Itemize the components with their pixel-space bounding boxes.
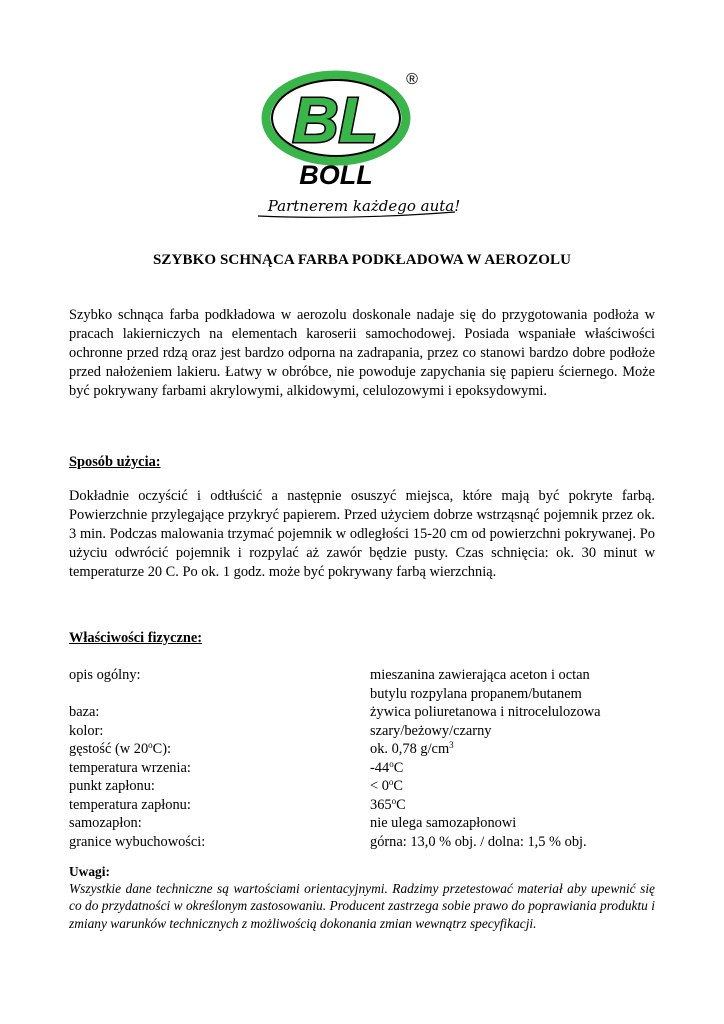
property-row (69, 722, 669, 741)
property-row (69, 740, 669, 759)
usage-heading: Sposób użycia: (69, 454, 161, 470)
property-value: górna: 13,0 % obj. / dolna: 1,5 % obj. (370, 833, 587, 850)
logo-brand: BOLL (299, 160, 373, 190)
document-title: SZYBKO SCHNĄCA FARBA PODKŁADOWA W AEROZOLU (152, 252, 572, 268)
notes-heading: Uwagi: (69, 864, 110, 879)
property-value: mieszanina zawierająca aceton i octan (370, 667, 590, 683)
property-row (69, 759, 669, 778)
property-value: żywica poliuretanowa i nitrocelulozowa (370, 704, 601, 720)
property-key: temperatura zapłonu: (69, 796, 191, 813)
logo-slogan: Partnerem każdego auta! (267, 197, 461, 215)
property-row (69, 814, 669, 833)
property-key: kolor: (69, 722, 104, 739)
property-value: butylu rozpylana propanem/butanem (370, 685, 582, 702)
property-row (69, 666, 669, 685)
property-row (69, 685, 669, 704)
property-value: < $0^oC$ (370, 777, 404, 794)
property-key: gęstość (w 20$^o$C): (69, 740, 172, 757)
notes-paragraph: Wszystkie dane techniczne są wartościami orientacyjnymi. Radzimy przetestować materiał aby upewnić się co do przydatności w określonym zastosowaniu. Producent zastrzega sobie prawo do poprawiania produktu i zmiany warunków technicznych z możliwością dokonania zmian wewnątrz specyfikacji. (69, 881, 655, 931)
property-row (69, 833, 669, 852)
property-key: temperatura wrzenia: (69, 759, 191, 776)
property-value: nie ulega samozapłonowi (370, 815, 517, 831)
property-value: ok. 0,78 $g/cm^3$ (370, 740, 454, 757)
property-key (69, 685, 370, 704)
property-value: -44$^o$C (370, 758, 404, 776)
intro-paragraph: Szybko schnąca farba podkładowa w aerozolu doskonale nadaje się do przygotowania podłoża w pracach lakierniczych na elementach karoserii samochodowej. Posiada wspaniałe właściwości ochronne przed rdzą oraz jest bardzo odporna na zadrapania, przez co stanowi bardzo dobre podłoże przed nałożeniem lakieru. Łatwy w obróbce, nie powoduje zapychania się papieru ściernego. Może być pokrywany farbami akrylowymi, alkidowymi, celulozowymi i epoksydowymi. (69, 307, 655, 399)
property-key: granice wybuchowości: (69, 833, 206, 850)
property-key: samozapłon: (69, 815, 142, 831)
properties-table (69, 666, 669, 851)
boll-logo (240, 62, 484, 222)
property-key: baza: (69, 704, 100, 720)
property-row (69, 777, 669, 796)
usage-paragraph: Dokładnie oczyścić i odtłuścić a następnie osuszyć miejsca, które mają być pokryte farbą. Powierzchnie przylegające przykryć papierem. Przed użyciem dobrze wstrząsnąć pojemnik przez ok. 3 min. Podczas malowania trzymać pojemnik w odległości 15-20 cm od powierzchni pokrywanej. Po użyciu odwrócić pojemnik i rozpylać aż zawór będzie pusty. Czas schnięcia: ok. 30 minut w temperaturze 20 C. Po ok. 1 godz. może być pokrywany farbą wierzchnią. (69, 488, 655, 580)
property-value: 365$^o$C (370, 795, 406, 813)
properties-heading: Właściwości fizyczne: (69, 630, 203, 646)
property-row (69, 796, 669, 815)
property-key: opis ogólny: (69, 667, 141, 683)
property-key: punkt zapłonu: (69, 778, 155, 794)
logo-letters: BL (292, 84, 378, 156)
property-row (69, 703, 669, 722)
registered-mark: ® (406, 71, 418, 88)
property-value: szary/beżowy/czarny (370, 722, 492, 739)
